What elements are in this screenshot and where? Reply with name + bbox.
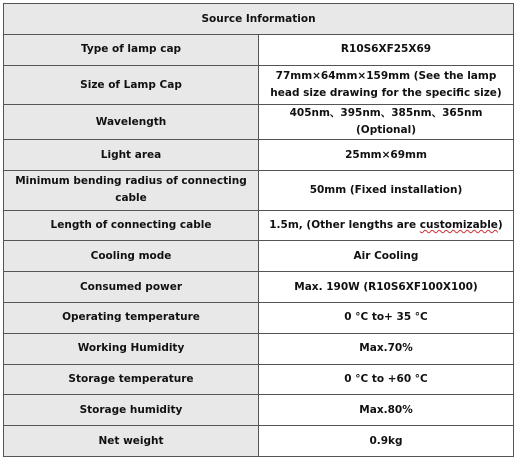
table-title: Source Information xyxy=(4,4,514,35)
spellcheck-underlined-word: customizable xyxy=(419,218,498,231)
row-label-lamp-cap-size: Size of Lamp Cap xyxy=(4,65,259,105)
row-value-working-humidity: Max.70% xyxy=(259,333,514,364)
table-row xyxy=(4,35,514,66)
row-value-storage-humidity: Max.80% xyxy=(259,395,514,426)
row-label-bending-radius: Minimum bending radius of connecting cable xyxy=(4,171,259,211)
table-row xyxy=(4,65,514,105)
table-row xyxy=(4,333,514,364)
row-value-bending-radius: 50mm (Fixed installation) xyxy=(259,171,514,211)
cable-length-closing: ) xyxy=(497,218,503,231)
table-row xyxy=(4,105,514,140)
table-row xyxy=(4,140,514,171)
row-label-storage-temperature: Storage temperature xyxy=(4,364,259,395)
row-value-storage-temperature: 0 °C to +60 °C xyxy=(259,364,514,395)
table-row xyxy=(4,171,514,211)
table-row xyxy=(4,302,514,333)
row-value-operating-temperature: 0 °C to+ 35 °C xyxy=(259,302,514,333)
row-value-cable-length xyxy=(259,210,514,241)
row-label-working-humidity: Working Humidity xyxy=(4,333,259,364)
table-title-row xyxy=(4,4,514,35)
source-information-table xyxy=(3,3,514,457)
row-label-cable-length: Length of connecting cable xyxy=(4,210,259,241)
row-label-lamp-cap-type: Type of lamp cap xyxy=(4,35,259,66)
row-label-net-weight: Net weight xyxy=(4,426,259,457)
row-label-consumed-power: Consumed power xyxy=(4,272,259,303)
row-value-net-weight: 0.9kg xyxy=(259,426,514,457)
row-label-cooling-mode: Cooling mode xyxy=(4,241,259,272)
table-row xyxy=(4,241,514,272)
row-value-consumed-power: Max. 190W (R10S6XF100X100) xyxy=(259,272,514,303)
row-value-lamp-cap-size: 77mm×64mm×159mm (See the lamp head size drawing for the specific size) xyxy=(259,65,514,105)
row-label-operating-temperature: Operating temperature xyxy=(4,302,259,333)
table-row xyxy=(4,272,514,303)
table-row xyxy=(4,364,514,395)
row-label-wavelength: Wavelength xyxy=(4,105,259,140)
row-value-lamp-cap-type: R10S6XF25X69 xyxy=(259,35,514,66)
row-value-light-area: 25mm×69mm xyxy=(259,140,514,171)
table-row xyxy=(4,210,514,241)
row-value-wavelength: 405nm、395nm、385nm、365nm (Optional) xyxy=(259,105,514,140)
source-information-sheet xyxy=(3,3,514,454)
table-row xyxy=(4,395,514,426)
cable-length-text: 1.5m, (Other lengths are xyxy=(269,218,420,231)
row-label-light-area: Light area xyxy=(4,140,259,171)
row-value-cooling-mode: Air Cooling xyxy=(259,241,514,272)
table-row xyxy=(4,426,514,457)
row-label-storage-humidity: Storage humidity xyxy=(4,395,259,426)
